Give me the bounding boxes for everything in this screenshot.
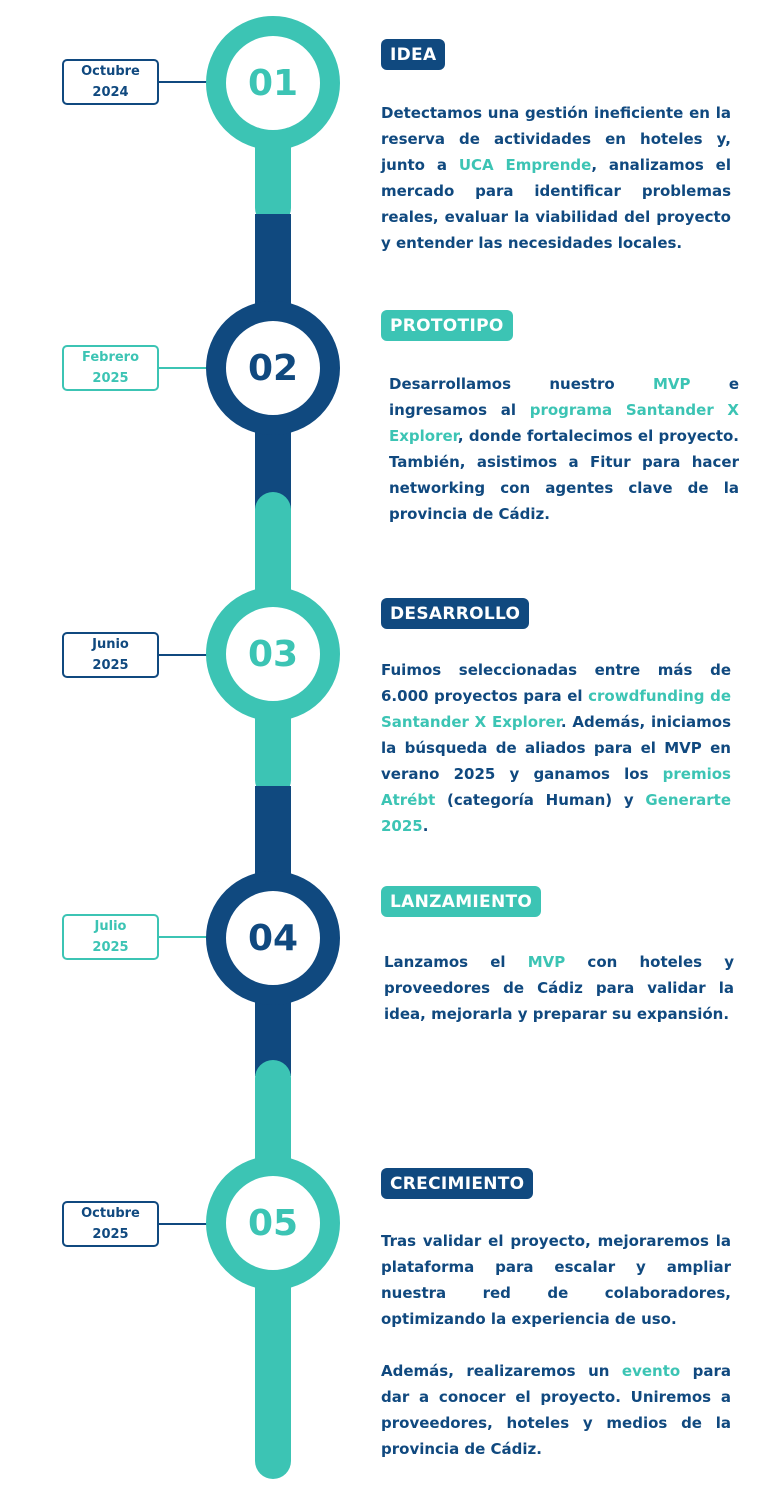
- date-month: Febrero: [81, 350, 140, 365]
- date-month: Octubre: [81, 1206, 140, 1221]
- date-connector-line: [159, 367, 207, 369]
- highlight-text: evento: [621, 1362, 681, 1380]
- step-number: 05: [247, 1202, 299, 1244]
- date-year: 2024: [92, 85, 129, 100]
- step-description: [381, 657, 731, 839]
- step-number: 01: [247, 62, 299, 104]
- date-box: [62, 345, 159, 391]
- date-year: 2025: [92, 658, 129, 673]
- timeline-bar-segment: [255, 214, 291, 304]
- description-paragraph: Además, realizaremos un evento para dar a conocer el proyecto. Uniremos a proveedores, hoteles y medios de la provincia de Cádiz.: [381, 1362, 732, 1458]
- step-title: LANZAMIENTO: [381, 886, 541, 917]
- description-paragraph: Desarrollamos nuestro MVP e ingresamos al programa Santander X Explorer, donde fortalecimos el proyecto. También, asistimos a Fitur para hacer networking con agentes clave de la provincia de Cádiz.: [389, 375, 739, 523]
- date-connector-line: [159, 1223, 207, 1225]
- step-title: DESARROLLO: [381, 598, 529, 629]
- date-month: Junio: [92, 637, 129, 652]
- step-number: 02: [247, 347, 299, 389]
- highlight-text: crowdfunding de Santander X Explorer: [381, 687, 731, 731]
- step-number-circle: [206, 1156, 340, 1290]
- highlight-text: MVP: [652, 375, 691, 393]
- step-number: 03: [247, 633, 299, 675]
- highlight-text: programa Santander X Explorer: [389, 401, 739, 445]
- step-number-circle: [206, 301, 340, 435]
- date-connector-line: [159, 81, 207, 83]
- step-number: 04: [247, 917, 299, 959]
- date-year: 2025: [92, 371, 129, 386]
- highlight-text: Generarte 2025: [381, 791, 731, 835]
- date-box: [62, 914, 159, 960]
- date-box: [62, 59, 159, 105]
- step-description: [381, 1228, 731, 1462]
- step-description: [384, 949, 734, 1027]
- highlight-text: MVP: [527, 953, 566, 971]
- step-title: PROTOTIPO: [381, 310, 513, 341]
- description-paragraph: Fuimos seleccionadas entre más de 6.000 proyectos para el crowdfunding de Santander X Explorer. Además, iniciamos la búsqueda de aliados para el MVP en verano 2025 y ganamos los premios Atrébt (categoría Human) y Generarte 2025.: [381, 661, 731, 835]
- date-month: Julio: [94, 919, 127, 934]
- step-number-circle: [206, 871, 340, 1005]
- description-paragraph: Tras validar el proyecto, mejoraremos la plataforma para escalar y ampliar nuestra red de colaboradores, optimizando la experiencia de uso.: [381, 1232, 731, 1328]
- date-month: Octubre: [81, 64, 140, 79]
- step-description: [381, 100, 731, 256]
- step-number-circle: [206, 587, 340, 721]
- timeline-bar-segment: [255, 1280, 291, 1479]
- date-box: [62, 1201, 159, 1247]
- description-paragraph: Detectamos una gestión ineficiente en la reserva de actividades en hoteles y, junto a UCA Emprende, analizamos el mercado para identificar problemas reales, evaluar la viabilidad del proyecto y entender las necesidades locales.: [381, 104, 731, 252]
- date-box: [62, 632, 159, 678]
- step-title: IDEA: [381, 39, 445, 70]
- date-year: 2025: [92, 1227, 129, 1242]
- highlight-text: UCA Emprende: [458, 156, 592, 174]
- step-title: CRECIMIENTO: [381, 1168, 533, 1199]
- timeline-bar-segment: [255, 786, 291, 878]
- timeline-bar-segment: [255, 1060, 291, 1164]
- date-year: 2025: [92, 940, 129, 955]
- date-connector-line: [159, 654, 207, 656]
- step-number-circle: [206, 16, 340, 150]
- date-connector-line: [159, 936, 207, 938]
- step-description: [389, 371, 739, 527]
- highlight-text: premios Atrébt: [381, 765, 731, 809]
- description-paragraph: Lanzamos el MVP con hoteles y proveedores de Cádiz para validar la idea, mejorarla y preparar su expansión.: [384, 953, 734, 1023]
- timeline-bar-segment: [255, 492, 291, 596]
